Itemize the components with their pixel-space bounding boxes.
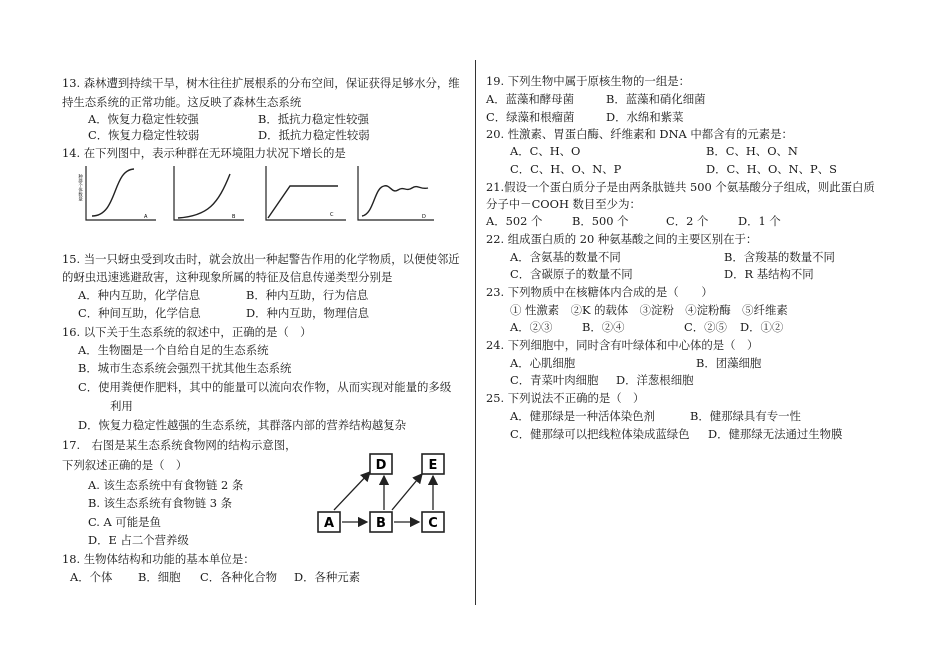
q20-option-b: B．C、H、O、N bbox=[706, 144, 798, 158]
q13-option-b: B．抵抗力稳定性较强 bbox=[258, 112, 369, 126]
q21-stem-line1: 21.假设一个蛋白质分子是由两条肽链共 500 个氨基酸分子组成，则此蛋白质 bbox=[486, 180, 875, 194]
q18-stem: 18. 生物体结构和功能的基本单位是： bbox=[62, 552, 255, 566]
q15-option-b: B．种内互助，行为信息 bbox=[246, 288, 369, 302]
svg-text:C: C bbox=[428, 516, 438, 531]
q25-option-a: A．健那绿是一种活体染色剂 bbox=[510, 409, 655, 423]
q13-option-d: D．抵抗力稳定性较弱 bbox=[258, 128, 370, 142]
q20-option-d: D．C、H、O、N、P、S bbox=[706, 162, 837, 176]
graph-a-label: A bbox=[144, 214, 148, 220]
graph-c bbox=[266, 166, 346, 220]
q17-option-c: C. A 可能是鱼 bbox=[88, 515, 161, 529]
q19-option-b: B．蓝藻和硝化细菌 bbox=[606, 92, 706, 106]
graph-d bbox=[358, 166, 434, 220]
q16-option-d: D．恢复力稳定性越强的生态系统，其群落内部的营养结构越复杂 bbox=[78, 418, 407, 432]
q17-stem-line2: 下列叙述正确的是（ ） bbox=[62, 458, 188, 472]
q21-option-c: C．2 个 bbox=[666, 214, 709, 228]
food-web-diagram bbox=[312, 450, 452, 540]
q25-option-b: B．健那绿具有专一性 bbox=[690, 409, 801, 423]
svg-text:D: D bbox=[375, 458, 387, 473]
q21-option-a: A．502 个 bbox=[486, 214, 543, 228]
q22-option-c: C．含碳原子的数量不同 bbox=[510, 267, 633, 281]
q20-option-c: C．C、H、O、N、P bbox=[510, 162, 622, 176]
q16-option-c-line2: 利用 bbox=[110, 399, 133, 413]
q23-stem: 23. 下列物质中在核糖体内合成的是（ ） bbox=[486, 285, 713, 299]
graph-c-label: C bbox=[330, 212, 334, 218]
q20-option-a: A．C、H、O bbox=[510, 144, 581, 158]
q22-option-b: B．含羧基的数量不同 bbox=[724, 250, 835, 264]
q16-option-c-line1: C．使用粪便作肥料，其中的能量可以流向农作物，从而实现对能量的多级 bbox=[78, 380, 452, 394]
q25-stem: 25. 下列说法不正确的是（ ） bbox=[486, 391, 645, 405]
q20-stem: 20. 性激素、胃蛋白酶、纤维素和 DNA 中都含有的元素是： bbox=[486, 127, 793, 141]
svg-text:A: A bbox=[323, 516, 335, 531]
q24-option-a: A．心肌细胞 bbox=[510, 356, 576, 370]
food-web-node-c bbox=[422, 512, 444, 532]
q24-option-b: B．团藻细胞 bbox=[696, 356, 762, 370]
svg-text:B: B bbox=[376, 516, 386, 531]
q14-graphs bbox=[78, 164, 478, 228]
q18-option-b: B．细胞 bbox=[138, 570, 181, 584]
q15-option-c: C．种间互助，化学信息 bbox=[78, 306, 201, 320]
q24-option-d: D．洋葱根细胞 bbox=[616, 373, 694, 387]
q21-option-b: B．500 个 bbox=[572, 214, 629, 228]
graph-b-label: B bbox=[232, 214, 236, 220]
q16-stem: 16. 以下关于生态系统的叙述中，正确的是（ ） bbox=[62, 325, 312, 339]
q22-option-d: D．R 基结构不同 bbox=[724, 267, 814, 281]
q19-option-d: D．水绵和紫菜 bbox=[606, 110, 684, 124]
food-web-node-b bbox=[370, 512, 392, 532]
q18-option-d: D．各种元素 bbox=[294, 570, 361, 584]
q19-option-c: C．绿藻和根瘤菌 bbox=[486, 110, 575, 124]
q17-option-a: A. 该生态系统中有食物链 2 条 bbox=[88, 478, 244, 492]
svg-text:E: E bbox=[428, 458, 438, 473]
graph-a-ylabel: 种群个体数量 bbox=[78, 174, 83, 201]
q24-stem: 24. 下列细胞中，同时含有叶绿体和中心体的是（ ） bbox=[486, 338, 759, 352]
q23-option-a: A．②③ bbox=[510, 320, 553, 334]
q19-option-a: A．蓝藻和酵母菌 bbox=[486, 92, 574, 106]
graph-b bbox=[174, 166, 244, 220]
q18-option-c: C．各种化合物 bbox=[200, 570, 278, 584]
q13-option-c: C．恢复力稳定性较弱 bbox=[88, 128, 200, 142]
q15-option-a: A．种内互助，化学信息 bbox=[78, 288, 201, 302]
food-web-node-a bbox=[318, 512, 340, 532]
q14-stem: 14. 在下列图中，表示种群在无环境阻力状况下增长的是 bbox=[62, 146, 346, 160]
q13-stem-line1: 13. 森林遭到持续干旱，树木往往扩展根系的分布空间，保证获得足够水分，维 bbox=[62, 76, 460, 90]
q16-option-b: B．城市生态系统会强烈干扰其他生态系统 bbox=[78, 361, 292, 375]
graph-d-label: D bbox=[422, 214, 426, 220]
growth-curves-figure bbox=[78, 164, 478, 228]
q15-stem-line2: 的蚜虫迅速逃避敌害，这种现象所属的特征及信息传递类型分别是 bbox=[62, 270, 393, 284]
q21-option-d: D．1 个 bbox=[738, 214, 781, 228]
q17-option-d: D．E 占二个营养级 bbox=[88, 533, 189, 547]
q22-option-a: A．含氨基的数量不同 bbox=[510, 250, 621, 264]
q21-stem-line2: 分子中－COOH 数目至少为： bbox=[486, 197, 641, 211]
q25-option-c: C．健那绿可以把线粒体染成蓝绿色 bbox=[510, 427, 690, 441]
q15-stem-line1: 15. 当一只蚜虫受到攻击时，就会放出一种起警告作用的化学物质，以便使邻近 bbox=[62, 252, 460, 266]
q17-option-b: B. 该生态系统有食物链 3 条 bbox=[88, 496, 233, 510]
q24-option-c: C．青菜叶肉细胞 bbox=[510, 373, 599, 387]
q15-option-d: D．种内互助，物理信息 bbox=[246, 306, 370, 320]
q25-option-d: D．健那绿无法通过生物膜 bbox=[708, 427, 843, 441]
q17-stem-line1: 17. 右图是某生态系统食物网的结构示意图， bbox=[62, 438, 297, 452]
q19-stem: 19. 下列生物中属于原核生物的一组是： bbox=[486, 74, 690, 88]
food-web-node-d bbox=[370, 454, 392, 474]
q23-option-c: C．②⑤ bbox=[684, 320, 727, 334]
q23-items: ① 性激素 ②K 的载体 ③淀粉 ④淀粉酶 ⑤纤维素 bbox=[510, 303, 788, 317]
q18-option-a: A．个体 bbox=[70, 570, 113, 584]
q16-option-a: A．生物圈是一个自给自足的生态系统 bbox=[78, 343, 269, 357]
column-divider bbox=[475, 60, 476, 605]
q23-option-d: D．①② bbox=[740, 320, 784, 334]
q13-option-a: A．恢复力稳定性较强 bbox=[88, 112, 199, 126]
graph-a bbox=[78, 166, 156, 220]
q22-stem: 22. 组成蛋白质的 20 种氨基酸之间的主要区别在于： bbox=[486, 232, 758, 246]
q13-stem-line2: 持生态系统的正常功能。这反映了森林生态系统 bbox=[62, 95, 302, 109]
food-web-node-e bbox=[422, 454, 444, 474]
q23-option-b: B．②④ bbox=[582, 320, 625, 334]
